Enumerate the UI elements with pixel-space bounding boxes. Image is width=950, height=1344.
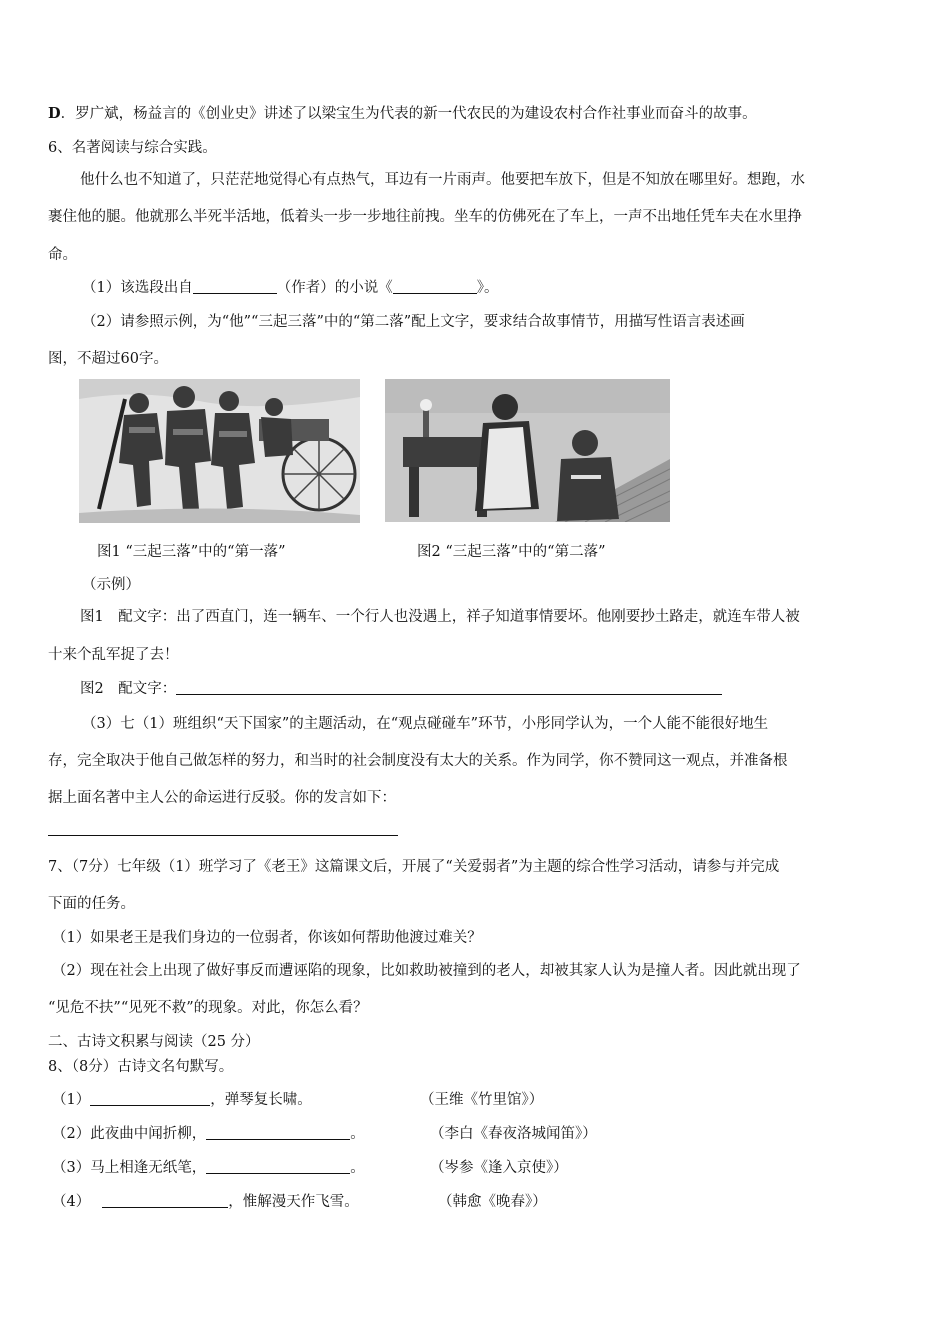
q8-1-text: ，弹琴复长啸。 xyxy=(210,1092,312,1108)
figure-1-text-line-2: 十来个乱军捉了去！ xyxy=(48,647,179,663)
q8-1-source: （王维《竹里馆》） xyxy=(420,1092,544,1108)
q7-line-1: 7、（7分）七年级（1）班学习了《老王》这篇课文后，开展了“关爱弱者”为主题的综合性学习活动，请参与并完成 xyxy=(48,859,780,875)
section-2-heading: 二、古诗文积累与阅读（25 分） xyxy=(48,1034,260,1050)
figure-2-image xyxy=(385,379,670,522)
excerpt-line-2: 裹住他的腿。他就那么半死半活地，低着头一步一步地往前拽。坐车的仿佛死在了车上，一声不出地任凭车夫在水里挣 xyxy=(48,209,802,225)
excerpt-line-3: 命。 xyxy=(48,247,77,263)
example-label: （示例） xyxy=(82,577,140,593)
q6-3-line-2: 存，完全取决于他自己做怎样的努力，和当时的社会制度没有太大的关系。作为同学，你不赞同这一观点，并准备根 xyxy=(48,753,788,769)
novel-title-blank[interactable] xyxy=(393,278,477,294)
option-d xyxy=(48,104,757,124)
q6-2-line-1: （2）请参照示例，为“他”“三起三落”中的“第二落”配上文字，要求结合故事情节，用描写性语言表述画 xyxy=(82,314,745,330)
q6-3-line-1: （3）七（1）班组织“天下国家”的主题活动，在“观点碰碰车”环节，小彤同学认为，一个人能不能很好地生 xyxy=(82,716,769,732)
q6-1-middle: （作者）的小说《 xyxy=(276,280,393,296)
figure-2-drawing xyxy=(385,379,670,522)
option-d-text: ．罗广斌，杨益言的《创业史》讲述了以梁宝生为代表的新一代农民的为建设农村合作社事业而奋斗的故事。 xyxy=(60,106,757,122)
q8-2-end: 。 xyxy=(350,1126,365,1142)
q8-1-number: （1） xyxy=(52,1092,91,1108)
q8-3-text: （3）马上相逢无纸笔， xyxy=(52,1160,207,1176)
q7-2-line-1: （2）现在社会上出现了做好事反而遭诬陷的现象，比如救助被撞到的老人，却被其家人认为是撞人者。因此就出现了 xyxy=(52,963,801,979)
option-d-label: D xyxy=(48,105,61,122)
q8-4-text: ，惟解漫天作飞雪。 xyxy=(228,1194,359,1210)
q8-heading: 8、（8分）古诗文名句默写。 xyxy=(48,1059,234,1075)
q6-2-line-2: 图，不超过60字。 xyxy=(48,351,168,367)
q8-2-blank[interactable] xyxy=(206,1124,350,1140)
author-blank[interactable] xyxy=(193,278,277,294)
q8-3-blank[interactable] xyxy=(206,1158,350,1174)
figure-1-caption: 图1 “三起三落”中的“第一落” xyxy=(97,544,286,560)
q6-1-suffix: 》。 xyxy=(476,280,499,296)
figure-2-text-blank[interactable] xyxy=(176,679,722,695)
q8-4-number: （4） xyxy=(52,1194,91,1210)
q6-3-line-3: 据上面名著中主人公的命运进行反驳。你的发言如下： xyxy=(48,790,396,806)
q6-1-prefix: （1）该选段出自 xyxy=(82,280,193,296)
q6-1 xyxy=(82,278,498,298)
q8-3-source: （岑参《逢入京使》） xyxy=(430,1160,568,1176)
q8-2-text: （2）此夜曲中闻折柳， xyxy=(52,1126,207,1142)
q7-1: （1）如果老王是我们身边的一位弱者，你该如何帮助他渡过难关？ xyxy=(52,930,482,946)
q6-3-answer-line[interactable] xyxy=(48,835,398,836)
q8-2-source: （李白《春夜洛城闻笛》） xyxy=(430,1126,597,1142)
excerpt-line-1: 他什么也不知道了，只茫茫地觉得心有点热气，耳边有一片雨声。他要把车放下，但是不知放在哪里好。想跑，水 xyxy=(80,172,805,188)
q8-2 xyxy=(52,1124,365,1144)
q7-2-line-2: “见危不扶”“见死不救”的现象。对此，你怎么看？ xyxy=(48,1000,368,1016)
figure-1-text-line-1: 图1 配文字：出了西直门，连一辆车、一个行人也没遇上，祥子知道事情要坏。他刚要抄土路走，就连车带人被 xyxy=(80,609,800,625)
q8-4-source: （韩愈《晚春》） xyxy=(438,1194,547,1210)
figure-2-caption: 图2 “三起三落”中的“第二落” xyxy=(417,544,606,560)
q7-line-2: 下面的任务。 xyxy=(48,896,135,912)
figure-1-drawing xyxy=(79,379,360,523)
q8-4-blank[interactable] xyxy=(102,1192,228,1208)
figure-1-image xyxy=(79,379,360,523)
figure-2-text xyxy=(80,679,722,699)
q8-3 xyxy=(52,1158,365,1178)
q8-4 xyxy=(52,1192,359,1212)
q6-heading: 6、名著阅读与综合实践。 xyxy=(48,140,217,156)
q8-1 xyxy=(52,1090,312,1110)
figure-2-text-label: 图2 配文字： xyxy=(80,681,177,697)
q8-3-end: 。 xyxy=(350,1160,365,1176)
q8-1-blank[interactable] xyxy=(90,1090,210,1106)
